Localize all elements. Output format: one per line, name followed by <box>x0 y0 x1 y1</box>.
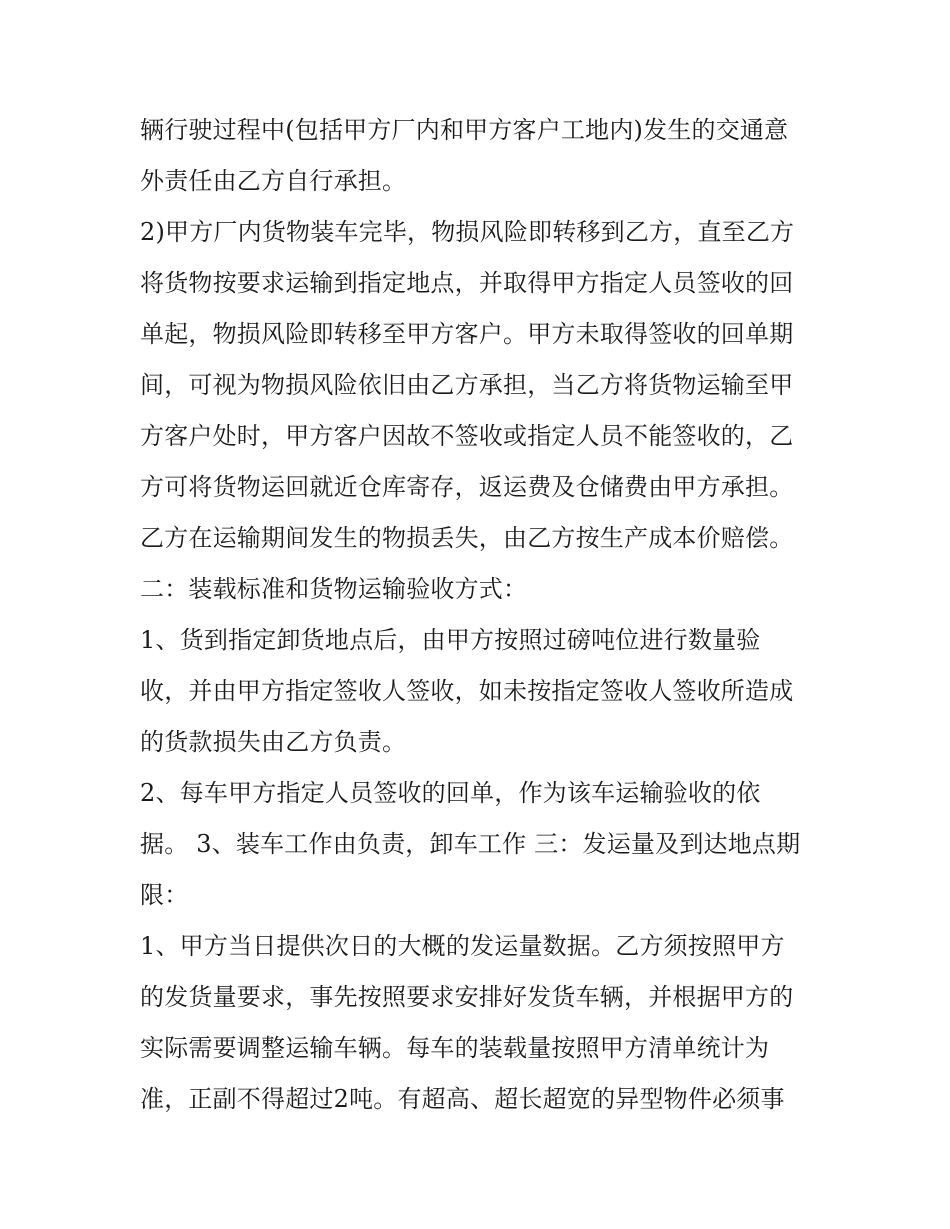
text-line: 准，正副不得超过2吨。有超高、超长超宽的异型物件必须事 <box>140 1085 785 1113</box>
text-line: 1、甲方当日提供次日的大概的发运量数据。乙方须按照甲方 <box>140 932 785 960</box>
text-line: 限： <box>140 881 189 909</box>
text-line: 2、每车甲方指定人员签收的回单，作为该车运输验收的依 <box>140 779 761 807</box>
text-line: 辆行驶过程中(包括甲方厂内和甲方客户工地内)发生的交通意 <box>140 116 789 144</box>
text-line: 实际需要调整运输车辆。每车的装载量按照甲方清单统计为 <box>140 1034 770 1062</box>
text-line: 的发货量要求，事先按照要求安排好发货车辆，并根据甲方的 <box>140 983 794 1011</box>
text-line: 将货物按要求运输到指定地点，并取得甲方指定人员签收的回 <box>140 269 794 297</box>
section-heading: 二：装载标准和货物运输验收方式： <box>140 575 528 603</box>
text-line: 方客户处时，甲方客户因故不签收或指定人员不能签收的，乙 <box>140 422 794 450</box>
text-line: 收，并由甲方指定签收人签收，如未按指定签收人签收所造成 <box>140 677 794 705</box>
text-line: 乙方在运输期间发生的物损丢失，由乙方按生产成本价赔偿。 <box>140 524 794 552</box>
text-line: 外责任由乙方自行承担。 <box>140 167 407 195</box>
text-line: 2)甲方厂内货物装车完毕，物损风险即转移到乙方，直至乙方 <box>140 218 795 246</box>
text-line: 1、货到指定卸货地点后，由甲方按照过磅吨位进行数量验 <box>140 626 761 654</box>
text-line: 据。 3、装车工作由负责，卸车工作 三：发运量及到达地点期 <box>140 830 801 858</box>
text-line: 方可将货物运回就近仓库寄存，返运费及仓储费由甲方承担。 <box>140 473 794 501</box>
text-line: 的货款损失由乙方负责。 <box>140 728 407 756</box>
text-line: 单起，物损风险即转移至甲方客户。甲方未取得签收的回单期 <box>140 320 794 348</box>
text-line: 间，可视为物损风险依旧由乙方承担，当乙方将货物运输至甲 <box>140 371 794 399</box>
